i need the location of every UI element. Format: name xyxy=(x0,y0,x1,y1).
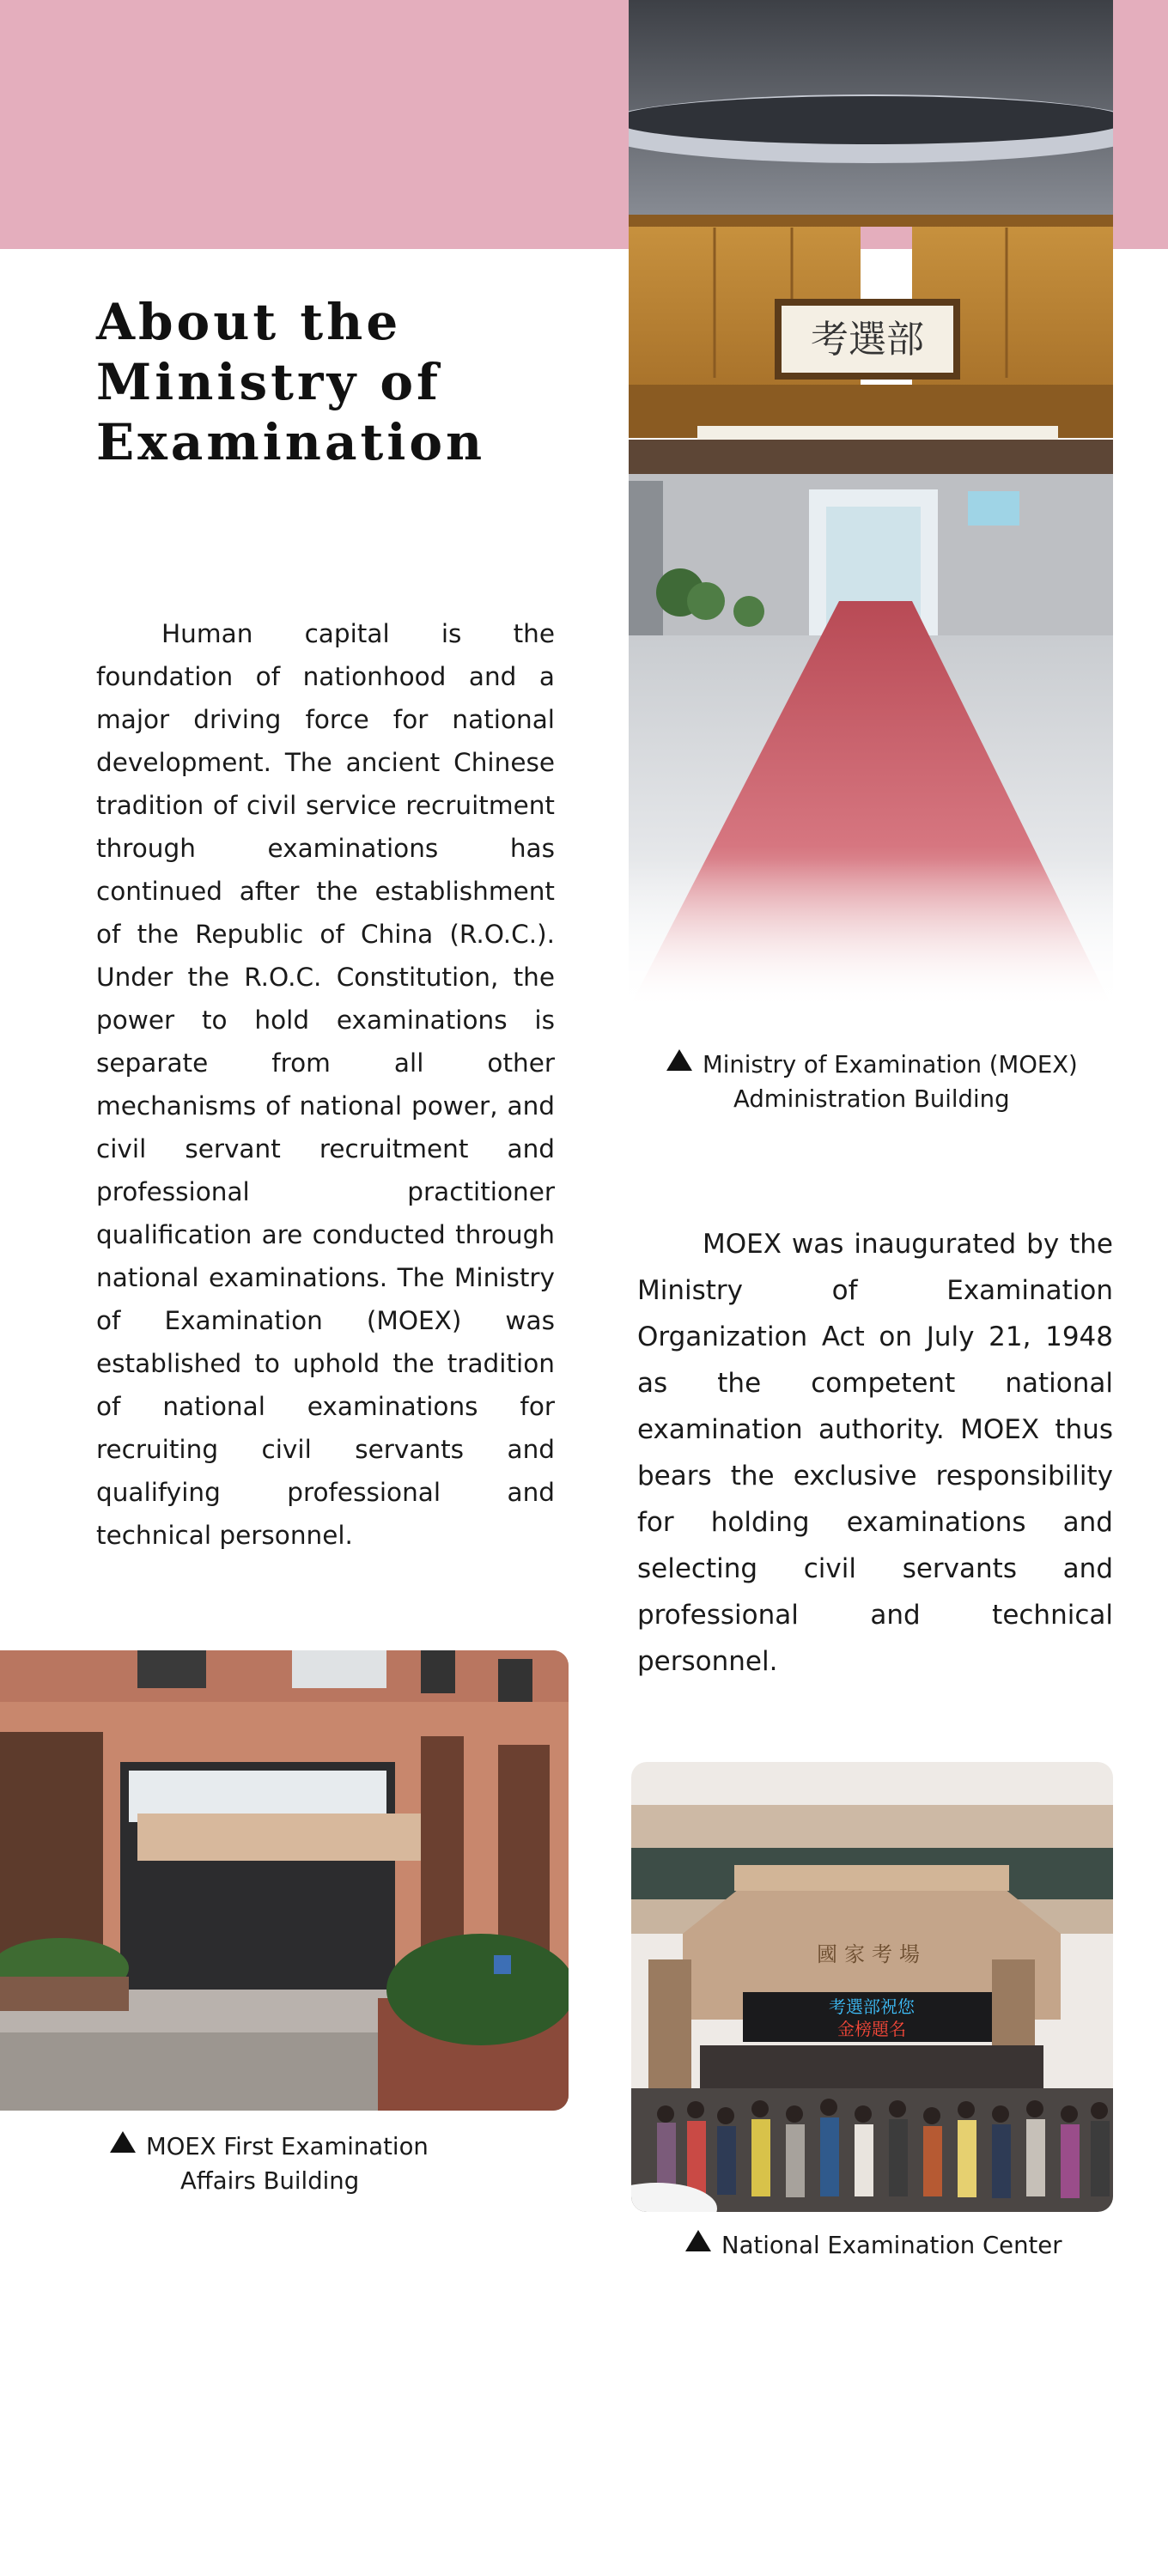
photo-administration-building xyxy=(629,0,1113,1009)
exam-center-illustration xyxy=(631,1762,1113,2212)
exam-center-sign-text: 國家考場 xyxy=(817,1942,927,1966)
caption-hall-line2: Administration Building xyxy=(733,1085,1010,1113)
moex-paragraph: MOEX was inaugurated by the Ministry of Examination Organization Act on July 21, 1948 as the competent national examination authority. MOEX thus bears the exclusive responsibility for holding examinations and selecting civil servants and professional and technical personnel. xyxy=(637,1229,1113,1677)
exam-center-banner-line1: 考選部祝您 xyxy=(829,1996,915,2017)
caption-center-text: National Examination Center xyxy=(721,2232,1062,2259)
header-pink-band-right xyxy=(1115,0,1168,249)
caption-national-examination-center xyxy=(685,2228,1062,2263)
intro-paragraph: Human capital is the foundation of nationhood and a major driving force for national development. The ancient Chinese tradition of civil service recruitment through examinations has continued after the establishment of the Republic of China (R.O.C.). Under the R.O.C. Constitution, the power to hold examinations is separate from all other mechanisms of national power, and civil servant recruitment and professional practitioner qualification are conducted through national examinations. The Ministry of Examination (MOEX) was established to uphold the tradition of national examinations for recruiting civil servants and qualifying professional and technical personnel. xyxy=(96,619,555,1550)
hall-illustration xyxy=(629,0,1113,1009)
page-title: About the Ministry of Examination xyxy=(96,293,486,471)
caption-administration-building xyxy=(666,1048,1078,1116)
hall-sign-text: 考選部 xyxy=(811,318,924,361)
photo-national-examination-center xyxy=(631,1762,1113,2212)
triangle-bullet-icon xyxy=(685,2230,711,2251)
exam-center-banner-line2: 金榜題名 xyxy=(837,2019,906,2039)
photo-first-examination-building xyxy=(0,1650,569,2111)
caption-first-examination-building xyxy=(110,2129,429,2198)
caption-hall-line1: Ministry of Examination (MOEX) xyxy=(703,1051,1078,1078)
caption-first-line2: Affairs Building xyxy=(180,2167,360,2195)
caption-first-line1: MOEX First Examination xyxy=(146,2133,429,2160)
triangle-bullet-icon xyxy=(110,2131,136,2153)
triangle-bullet-icon xyxy=(666,1049,692,1071)
building-illustration xyxy=(0,1650,569,2111)
